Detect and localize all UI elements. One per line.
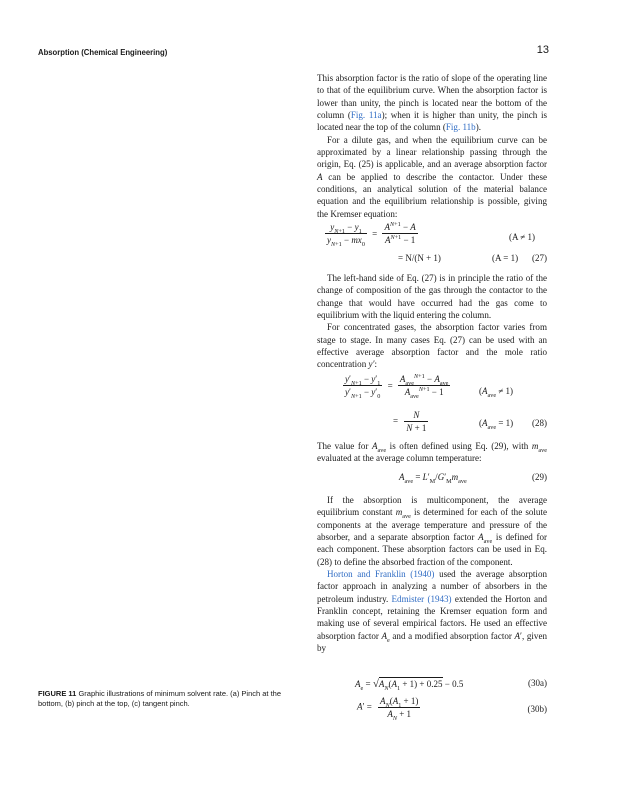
equation-30a: $A_e = √A_N(A_1 + 1) + 0.25 - 0.5$ (30a) xyxy=(355,678,547,692)
equation-29: $A_{ave} = L'_M/G'_Mm_{ave}$ (29) xyxy=(399,472,547,485)
figure-label: FIGURE 11 xyxy=(38,689,77,698)
page-number: 13 xyxy=(536,44,549,56)
equation-28: $\frac{y'_{N+1} - y'_1}{y'_{N+1} - y'_0}$ = $\frac{A_{ave}^{N+1} - A_{ave}}{A_{ave}^{N+1} - 1}$ $(A_{ave} \ne 1)$ = $\frac{N}{N + 1}$ $(A_{ave} = 1)$ (28) xyxy=(345,373,547,433)
paragraph-7: Horton and Franklin (1940) used the average absorption factor approach in analyzing a number of absorbers in the petroleum industry. Edmister (1943) extended the Horton and Franklin concept, retaining the Kremser equation form and making use of several empirical factors. He used an effective absorption factor $A_e$ and a modified absorption factor A′, given by xyxy=(317,569,548,654)
body-text-middle xyxy=(317,272,547,371)
fig11a-link[interactable]: Fig. 11a xyxy=(350,110,382,121)
running-title: Absorption (Chemical Engineering) xyxy=(38,47,168,57)
body-text-top xyxy=(317,72,547,220)
equation-30b: A′ = $\frac{A_N(A_1 + 1)}{A_N + 1}$ (30b) xyxy=(357,696,547,722)
fig11b-link[interactable]: Fig. 11b xyxy=(445,122,476,133)
body-text-multicomponent xyxy=(317,494,547,654)
figure-caption: FIGURE 11 Graphic illustrations of minimum solvent rate. (a) Pinch at the bottom, (b) pinch at the top, (c) tangent pinch. xyxy=(38,689,282,709)
horton-franklin-link[interactable]: Horton and Franklin (1940) xyxy=(327,569,435,580)
paragraph-6: If the absorption is multicomponent, the average equilibrium constant $m_{ave}$ is determined for each of the solute components at the average temperature and pressure of the absorber, and a separate absorption factor $A_{ave}$ is defined for each component. These absorption factors can be used in Eq. (28) to define the absorbed fraction of the component. xyxy=(317,495,547,567)
paragraph-3: The left-hand side of Eq. (27) is in principle the ratio of the change of composition of the gas through the contactor to the change that would have occurred had the gas come to equilibrium with the liquid entering the column. xyxy=(317,273,547,321)
edmister-link[interactable]: Edmister (1943) xyxy=(391,593,452,604)
body-text-avg xyxy=(317,440,547,465)
paragraph-4: For concentrated gases, the absorption factor varies from stage to stage. In many cases Eq. (27) can be used with an effective average absorption factor and the mole ratio concentration y′: xyxy=(317,322,547,370)
equation-27: $\frac{y_{N+1} - y_1}{y_{N+1} - mx_0}$ = $\frac{A^{N+1} - A}{A^{N+1} - 1}$ (A ≠ 1) = N/(N + 1) (A = 1) (27) xyxy=(327,221,547,263)
paragraph-5: The value for $A_{ave}$ is often defined using Eq. (29), with $m_{ave}$ evaluated at the average column temperature: xyxy=(317,441,547,464)
paragraph-1: This absorption factor is the ratio of slope of the operating line to that of the equilibrium curve. When the absorption factor is lower than unity, the pinch is located near the bottom of the column (Fig. 11a); when it is higher than unity, the pinch is located near the top of the column (Fig. 11b). xyxy=(317,73,547,133)
paragraph-2: For a dilute gas, and when the equilibrium curve can be approximated by a linear relationship passing through the origin, Eq. (25) is applicable, and an average absorption factor A can be applied to describe the contactor. Under these conditions, an analytical solution of the material balance equation and the equilibrium relationship is possible, giving the Kremser equation: xyxy=(317,134,547,219)
